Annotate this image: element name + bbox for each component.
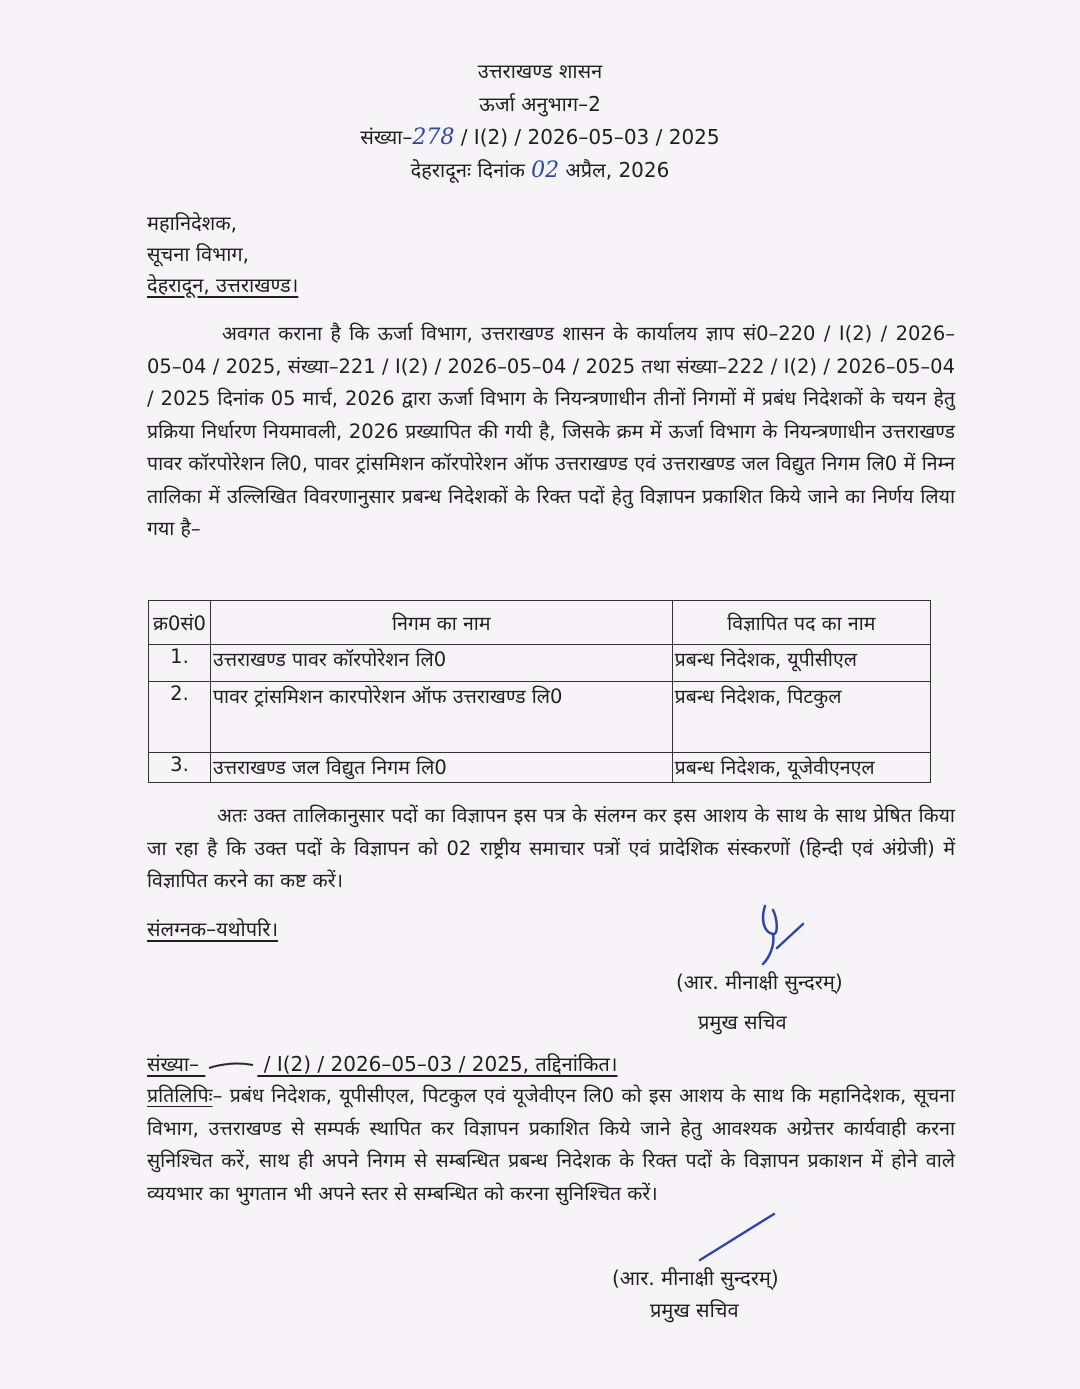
- table-row: [149, 753, 931, 783]
- table-cell: उत्तराखण्ड पावर कॉरपोरेशन लि0: [210, 645, 672, 682]
- table-cell: 1.: [149, 645, 211, 682]
- signature-block-1: [676, 962, 843, 1042]
- letter-header: [0, 55, 1080, 187]
- letter-date: देहरादूनः दिनांक 02 अप्रैल, 2026: [410, 158, 670, 183]
- table-cell: 3.: [149, 753, 211, 783]
- table-header-cell: विज्ञापित पद का नाम: [672, 601, 930, 645]
- signatory-name: (आर. मीनाक्षी सुन्दरम्): [612, 1266, 779, 1290]
- addressee-block: [147, 208, 298, 301]
- handwritten-number: 278: [412, 125, 455, 150]
- body-paragraph-2: अतः उक्त तालिकानुसार पदों का विज्ञापन इस पत्र के संलग्न कर इस आशय के साथ के साथ प्रेषित किया जा रहा है कि उक्त पदों के विज्ञापन को 02 राष्ट्रीय समाचार पत्रों एवं प्रादेशिक संस्करणों (हिन्दी एवं अंग्रेजी) में विज्ञापित करने का कष्ट करें।: [147, 804, 955, 892]
- signatory-designation: प्रमुख सचिव: [698, 1010, 787, 1034]
- table-cell: प्रबन्ध निदेशक, यूजेवीएनएल: [672, 753, 930, 783]
- signatory-name: (आर. मीनाक्षी सुन्दरम्): [676, 970, 843, 994]
- government-name: उत्तराखण्ड शासन: [477, 59, 603, 83]
- table-header-cell: निगम का नाम: [210, 601, 672, 645]
- copy-label: प्रतिलिपिः: [147, 1084, 213, 1107]
- department-section: ऊर्जा अनुभाग–2: [479, 92, 601, 116]
- table-cell: प्रबन्ध निदेशक, यूपीसीएल: [672, 645, 930, 682]
- addressee-line: महानिदेशक,: [147, 211, 237, 235]
- table-header-cell: क्र0सं0: [149, 601, 211, 645]
- table-cell: पावर ट्रांसमिशन कारपोरेशन ऑफ उत्तराखण्ड लि0: [210, 682, 672, 753]
- body-paragraph-1: अवगत कराना है कि ऊर्जा विभाग, उत्तराखण्ड शासन के कार्यालय ज्ञाप सं0–220 / I(2) / 2026–05–04 / 2025, संख्या–221 / I(2) / 2026–05–04 / 2025 तथा संख्या–222 / I(2) / 2026–05–04 / 2025 दिनांक 05 मार्च, 2026 द्वारा ऊर्जा विभाग के नियन्त्रणाधीन तीनों निगमों में प्रबंध निदेशकों के चयन हेतु प्रक्रिया निर्धारण नियमावली, 2026 प्रख्यापित की गयी है, जिसके क्रम में ऊर्जा विभाग के नियन्त्रणाधीन उत्तराखण्ड पावर कॉरपोरेशन लि0, पावर ट्रांसमिशन कॉरपोरेशन ऑफ उत्तराखण्ड एवं उत्तराखण्ड जल विद्युत निगम लि0 में निम्न तालिका में उल्लिखित विवरणानुसार प्रबन्ध निदेशकों के रिक्त पदों हेतु विज्ञापन प्रकाशित किये जाने का निर्णय लिया गया है–: [147, 322, 955, 540]
- table-header-row: [149, 601, 931, 645]
- table-cell: प्रबन्ध निदेशक, पिटकुल: [672, 682, 930, 753]
- copy-paragraph: प्रतिलिपिः– प्रबंध निदेशक, यूपीसीएल, पिटकुल एवं यूजेवीएन लि0 को इस आशय के साथ कि महानिदेशक, सूचना विभाग, उत्तराखण्ड से सम्पर्क स्थापित कर विज्ञापन प्रकाशित किये जाने हेतु आवश्यक अग्रेत्तर कार्यवाही करना सुनिश्चित करें, साथ ही अपने निगम से सम्बन्धित प्रबन्ध निदेशक के रिक्त पदों के विज्ञापन प्रकाशन में होने वाले व्ययभार का भुगतान भी अपने स्तर से सम्बन्धित को करना सुनिश्चित करें।: [147, 1084, 955, 1205]
- handwritten-date: 02: [531, 158, 560, 183]
- enclosure-note: संलग्नक–यथोपरि।: [147, 917, 279, 941]
- addressee-line: देहरादून, उत्तराखण्ड।: [147, 273, 299, 297]
- signature-block-2: [612, 1262, 779, 1326]
- letter-number: संख्या–278 / I(2) / 2026–05–03 / 2025: [360, 125, 720, 150]
- vacancy-table: [148, 600, 931, 783]
- addressee-line: सूचना विभाग,: [147, 242, 250, 266]
- signatory-designation: प्रमुख सचिव: [650, 1298, 739, 1322]
- table-cell: उत्तराखण्ड जल विद्युत निगम लि0: [210, 753, 672, 783]
- table-cell: 2.: [149, 682, 211, 753]
- copy-reference: संख्या– / I(2) / 2026–05–03 / 2025, तद्दिनांकित।: [147, 1052, 618, 1076]
- table-row: [149, 645, 931, 682]
- signature-mark-1: [755, 898, 815, 968]
- signature-mark-2: [694, 1208, 784, 1268]
- handwritten-dash: [205, 1059, 257, 1073]
- table-row: [149, 682, 931, 753]
